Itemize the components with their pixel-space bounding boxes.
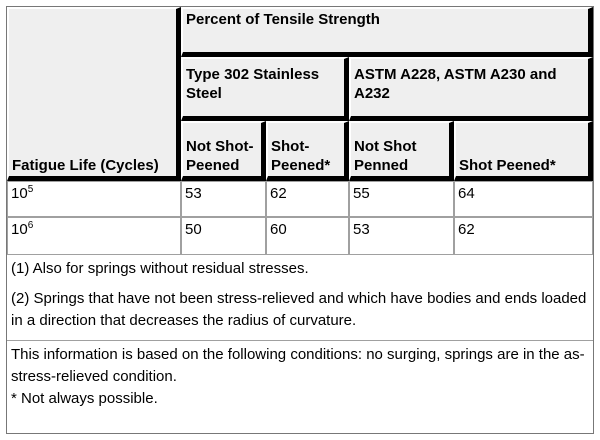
table-cell: 50 <box>181 217 266 255</box>
conditions-note <box>7 341 593 433</box>
table-cell: 53 <box>349 217 454 255</box>
column-header-shot-peened-astm <box>454 121 593 181</box>
column-header-text: Shot-Peened* <box>271 138 331 174</box>
table-row-cycles: $10^6$ <box>7 217 181 255</box>
table-cell: 60 <box>266 217 349 255</box>
column-header-text: Not Shot-Peened <box>186 138 254 174</box>
subgroup-header-stainless <box>181 57 349 121</box>
column-header-text: Shot Peened* <box>459 157 556 174</box>
column-header-not-shot-penned <box>349 121 454 181</box>
column-header-not-shot-peened <box>181 121 266 181</box>
column-header-text: Not Shot Penned <box>354 138 417 174</box>
group-header-text: Percent of Tensile Strength <box>186 11 380 28</box>
spring-fatigue-table <box>6 6 594 434</box>
table-cell: 53 <box>181 181 266 217</box>
footnote-2-text: (2) Springs that have not been stress-relieved and which have bodies and ends loaded in a direction that decreases the radius of curvature. <box>11 290 587 329</box>
subgroup-astm-text: ASTM A228, ASTM A230 and A232 <box>354 66 557 102</box>
footnote-1 <box>7 255 593 341</box>
table-cell: 64 <box>454 181 593 217</box>
table-row-cycles: $10^5$ <box>7 181 181 217</box>
asterisk-note-text: * Not always possible. <box>11 390 158 407</box>
column-header-shot-peened <box>266 121 349 181</box>
conditions-text: This information is based on the following conditions: no surging, springs are in the as-stress-relieved condition. <box>11 346 585 385</box>
group-header <box>181 7 593 57</box>
subgroup-stainless-text: Type 302 Stainless Steel <box>186 66 320 102</box>
table-cell: 55 <box>349 181 454 217</box>
table-cell: 62 <box>266 181 349 217</box>
table-cell: 62 <box>454 217 593 255</box>
footnote-1-text: (1) Also for springs without residual stresses. <box>11 260 309 277</box>
subgroup-header-astm <box>349 57 593 121</box>
stub-header-text: Fatigue Life (Cycles) <box>12 157 159 174</box>
stub-header <box>7 7 181 181</box>
